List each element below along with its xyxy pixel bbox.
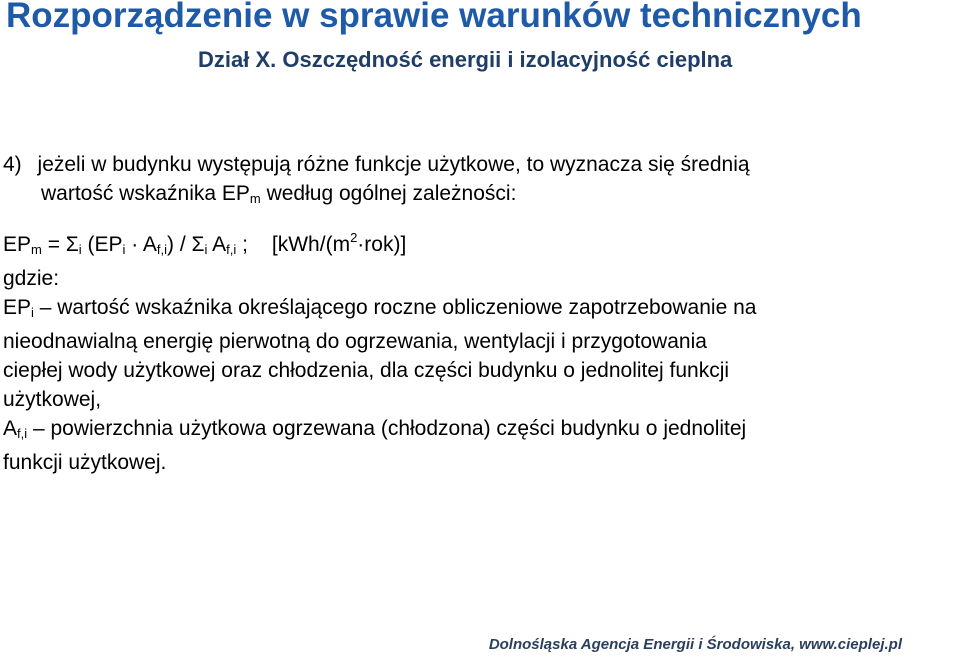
formula-part: · A — [125, 233, 157, 256]
formula-unit — [271, 230, 407, 256]
subscript: m — [31, 242, 42, 257]
subscript: f,i — [17, 426, 28, 441]
formula-part: (EP — [81, 233, 123, 256]
subscript: f,i — [226, 242, 237, 257]
formula-part: ) / Σ — [167, 233, 205, 256]
formula-part: = Σ — [41, 233, 79, 256]
item-text-part: wartość wskaźnika EP — [41, 182, 250, 205]
page-subtitle: Dział X. Oszczędność energii i izolacyjność cieplna — [198, 47, 733, 72]
gdzie-label: gdzie: — [3, 267, 60, 290]
page-title: Rozporządzenie w sprawie warunków technicznych — [6, 0, 862, 35]
definition-af-line-1 — [3, 414, 958, 448]
formula-part: A — [207, 233, 227, 256]
subscript: m — [249, 191, 261, 206]
subscript: i — [122, 242, 126, 257]
item-text-part: według ogólnej zależności: — [260, 182, 517, 205]
superscript: 2 — [350, 230, 358, 245]
item-text: jeżeli w budynku występują różne funkcje użytkowe, to wyznacza się średnią — [37, 153, 750, 176]
subscript: i — [31, 305, 34, 320]
subscript: i — [78, 242, 82, 257]
item-line-2 — [3, 179, 958, 213]
item-line-1 — [3, 150, 958, 179]
definition-af-line-2: funkcji użytkowej. — [3, 451, 167, 474]
formula-part: ·rok)] — [357, 233, 407, 256]
symbol: A — [3, 417, 18, 440]
subscript: i — [204, 242, 208, 257]
item-number: 4) — [3, 153, 22, 176]
formula-part: ; — [236, 233, 248, 256]
regulation-text — [3, 150, 958, 477]
symbol: EP — [3, 296, 32, 319]
formula-part: [kWh/(m — [271, 233, 351, 256]
formula — [3, 223, 958, 264]
subscript: f,i — [156, 242, 168, 257]
definition-text: – wartość wskaźnika określającego roczne obliczeniowe zapotrzebowanie na — [33, 296, 757, 319]
definition-ep-line-4: użytkowej, — [3, 388, 102, 411]
footer-credit: Dolnośląska Agencja Energii i Środowiska, www.cieplej.pl — [488, 636, 902, 653]
formula-part: EP — [3, 233, 32, 256]
definition-text: – powierzchnia użytkowa ogrzewana (chłodzona) części budynku o jednolitej — [27, 417, 747, 440]
definition-ep-line-3: ciepłej wody użytkowej oraz chłodzenia, dla części budynku o jednolitej funkcji — [3, 359, 730, 382]
definition-ep-line-2: nieodnawialną energię pierwotną do ogrzewania, wentylacji i przygotowania — [3, 330, 707, 353]
definition-ep-line-1 — [3, 293, 958, 327]
